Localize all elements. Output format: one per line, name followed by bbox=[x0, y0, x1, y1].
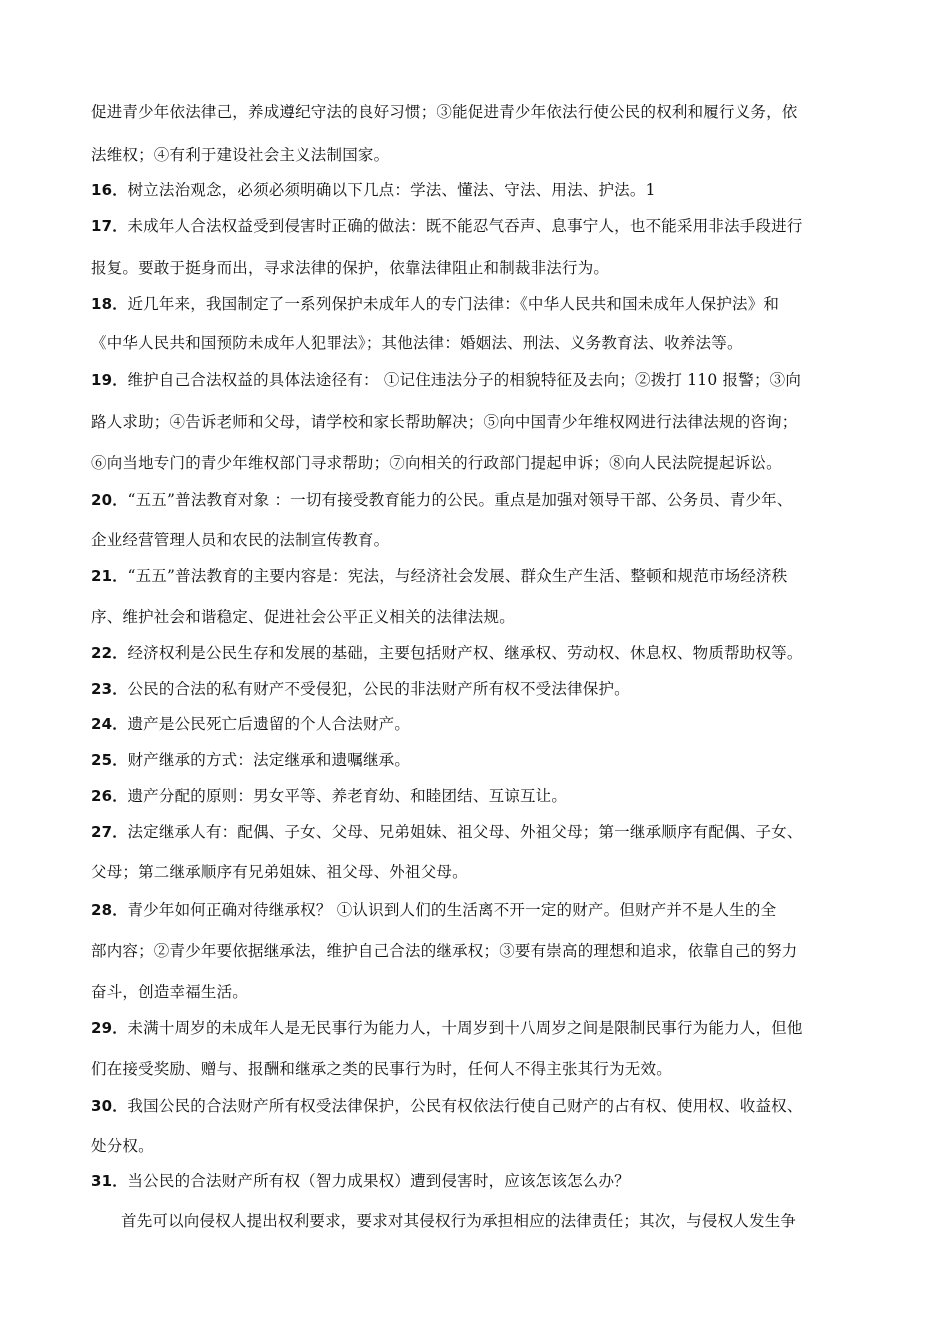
text-line: 未满十周岁的未成年人是无民事行为能力人，十周岁到十八周岁之间是限制民事行为能力人，但他 bbox=[127, 1019, 803, 1037]
text-line: 遗产分配的原则：男女平等、养老育幼、和睦团结、互谅互让。 bbox=[127, 787, 568, 805]
text-line: 公民的合法的私有财产不受侵犯，公民的非法财产所有权不受法律保护。 bbox=[127, 680, 630, 698]
item-number: 20． bbox=[91, 491, 128, 509]
list-item-27 bbox=[91, 822, 871, 842]
item-number: 24． bbox=[91, 715, 128, 733]
text-line: 维护自己合法权益的具体法途径有： ①记住违法分子的相貌特征及去向；②拨打 110 报警；③向 bbox=[127, 371, 802, 389]
text-line: 经济权利是公民生存和发展的基础，主要包括财产权、继承权、劳动权、休息权、物质帮助权等。 bbox=[127, 644, 803, 662]
text-line: 处分权。 bbox=[91, 1137, 154, 1155]
text-line: 父母；第二继承顺序有兄弟姐妹、祖父母、外祖父母。 bbox=[91, 863, 468, 881]
text-line: 当公民的合法财产所有权（智力成果权）遭到侵害时，应该怎该怎么办？ bbox=[127, 1172, 630, 1190]
list-item-26 bbox=[91, 786, 871, 806]
text-line: 《中华人民共和国预防未成年人犯罪法》；其他法律：婚姻法、刑法、义务教育法、收养法等。 bbox=[91, 334, 743, 352]
list-item-31 bbox=[91, 1171, 871, 1191]
text-line: 法定继承人有：配偶、子女、父母、兄弟姐妹、祖父母、外祖父母；第一继承顺序有配偶、子女、 bbox=[127, 823, 803, 841]
item-number: 26． bbox=[91, 787, 128, 805]
item-number: 30． bbox=[91, 1097, 128, 1115]
text-line: ⑥向当地专门的青少年维权部门寻求帮助；⑦向相关的行政部门提起申诉；⑧向人民法院提起诉讼。 bbox=[91, 454, 782, 472]
item-number: 29． bbox=[91, 1019, 128, 1037]
text-line: 路人求助；④告诉老师和父母，请学校和家长帮助解决；⑤向中国青少年维权网进行法律法规的咨询； bbox=[91, 413, 798, 431]
item-number: 17． bbox=[91, 217, 128, 235]
text-line: 我国公民的合法财产所有权受法律保护，公民有权依法行使自己财产的占有权、使用权、收益权、 bbox=[127, 1097, 803, 1115]
text-line: 树立法治观念，必须必须明确以下几点：学法、懂法、守法、用法、护法。1 bbox=[127, 181, 656, 199]
list-item-18 bbox=[91, 294, 871, 314]
list-item-21 bbox=[91, 566, 871, 586]
list-item-20 bbox=[91, 490, 871, 510]
text-line: 们在接受奖励、赠与、报酬和继承之类的民事行为时，任何人不得主张其行为无效。 bbox=[91, 1060, 672, 1078]
list-item-19 bbox=[91, 370, 871, 390]
text-line: 促进青少年依法律己，养成遵纪守法的良好习惯；③能促进青少年依法行使公民的权利和履行义务，依 bbox=[91, 103, 798, 121]
list-item-25 bbox=[91, 750, 871, 770]
text-line: 法维权；④有利于建设社会主义法制国家。 bbox=[91, 146, 390, 164]
item-number: 21． bbox=[91, 567, 128, 585]
item-number: 18． bbox=[91, 295, 128, 313]
item-number: 27． bbox=[91, 823, 128, 841]
text-line: 遗产是公民死亡后遗留的个人合法财产。 bbox=[127, 715, 411, 733]
text-line: 青少年如何正确对待继承权？ ①认识到人们的生活离不开一定的财产。但财产并不是人生的全 bbox=[127, 901, 777, 919]
list-item-17 bbox=[91, 216, 871, 236]
text-line: 序、维护社会和谐稳定、促进社会公平正义相关的法律法规。 bbox=[91, 608, 515, 626]
item-number: 31． bbox=[91, 1172, 128, 1190]
list-item-22 bbox=[91, 643, 871, 663]
text-line: 报复。要敢于挺身而出，寻求法律的保护，依靠法律阻止和制裁非法行为。 bbox=[91, 259, 610, 277]
item-number: 25． bbox=[91, 751, 128, 769]
text-line: “五五”普法教育的主要内容是：宪法，与经济社会发展、群众生产生活、整顿和规范市场经济秩 bbox=[127, 567, 788, 585]
text-line: 企业经营管理人员和农民的法制宣传教育。 bbox=[91, 531, 390, 549]
item-number: 28． bbox=[91, 901, 128, 919]
text-line: 未成年人合法权益受到侵害时正确的做法：既不能忍气吞声、息事宁人，也不能采用非法手段进行 bbox=[127, 217, 803, 235]
list-item-28 bbox=[91, 900, 871, 920]
text-line: 近几年来，我国制定了一系列保护未成年人的专门法律：《中华人民共和国未成年人保护法》和 bbox=[127, 295, 780, 313]
text-line: 奋斗，创造幸福生活。 bbox=[91, 983, 249, 1001]
list-item-23 bbox=[91, 679, 871, 699]
list-item-24 bbox=[91, 714, 871, 734]
item-number: 23． bbox=[91, 680, 128, 698]
list-item-30 bbox=[91, 1096, 871, 1116]
item-number: 22． bbox=[91, 644, 128, 662]
text-line: “五五”普法教育对象 ：一切有接受教育能力的公民。重点是加强对领导干部、公务员、青少年、 bbox=[127, 491, 793, 509]
item-number: 16． bbox=[91, 181, 128, 199]
item-number: 19． bbox=[91, 371, 128, 389]
text-line: 部内容；②青少年要依据继承法，维护自己合法的继承权；③要有崇高的理想和追求，依靠自己的努力 bbox=[91, 942, 798, 960]
list-item-29 bbox=[91, 1018, 871, 1038]
indented-paragraph-line: 首先可以向侵权人提出权利要求，要求对其侵权行为承担相应的法律责任；其次，与侵权人发生争 bbox=[121, 1212, 797, 1230]
list-item-16 bbox=[91, 180, 871, 200]
text-line: 财产继承的方式：法定继承和遗嘱继承。 bbox=[127, 751, 411, 769]
